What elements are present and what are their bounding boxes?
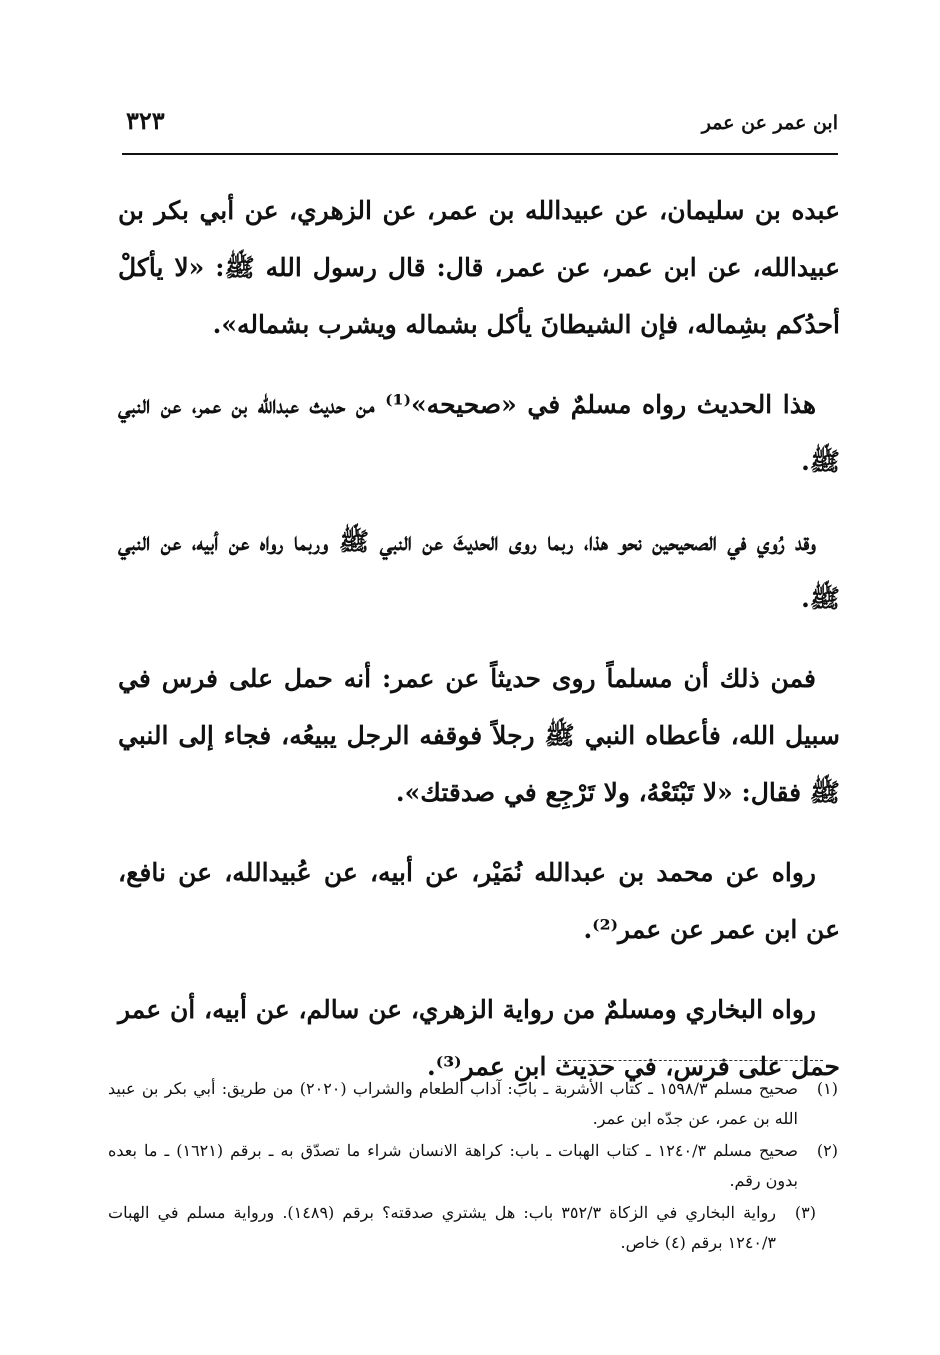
page-number: ٣٢٣ [126,106,165,135]
paragraph-muslim-source: هذا الحديث رواه مسلمٌ في «صحيحه»⁽¹⁾ من حديث عبدالله بن عمر، عن النبي ﷺ. [118,390,840,476]
paragraph-horse-hadith: فمن ذلك أن مسلماً روى حديثاً عن عمر: أنه حمل على فرس في سبيل الله، فأعطاه النبي ﷺ رجلاً فوقفه الرجل يبيعُه، فجاء إلى النبي ﷺ فقال: «لا تَبْتَعْهُ، ولا تَرْجِع في صدقتك». [118,664,840,807]
footnote-text: صحيح مسلم ١٢٤٠/٣ ـ كتاب الهبات ـ باب: كراهة الانسان شراء ما تصدّق به ـ برقم (١٦٢١) ـ ما بعده بدون رقم. [108,1141,799,1190]
footnote-text: صحيح مسلم ١٥٩٨/٣ ـ كتاب الأشربة ـ باب: آداب الطعام والشراب (٢٠٢٠) من طريق: أبي بكر بن عبيد الله بن عمر، عن جدّه ابن عمر. [108,1079,798,1128]
footnote-1 [108,1074,838,1134]
footnote-number: (٢) [816,1141,838,1160]
paragraph-bukhari-muslim: رواه البخاري ومسلمٌ من رواية الزهري، عن سالم، عن أبيه، أن عمر حمل على فرس، في حديث ابنِ عمر⁽³⁾. [118,995,840,1081]
body-text [118,182,840,1118]
header-divider [122,153,838,155]
footnotes [108,1074,838,1260]
paragraph-hadith: عبده بن سليمان، عن عبيدالله بن عمر، عن الزهري، عن أبي بكر بن عبيدالله، عن ابن عمر، عن عمر، قال: قال رسول الله ﷺ: «لا يأكلْ أحدُكم بشِماله، فإن الشيطانَ يأكل بشماله ويشرب بشماله». [118,196,840,339]
page-header [122,104,838,144]
paragraph-sahihayn: وقد رُوي في الصحيحين نحو هذا، ربما روى الحديثَ عن النبي ﷺ وربما رواه عن أبيه، عن النبي ﷺ. [118,527,840,613]
footnote-divider [558,1060,823,1061]
footnote-2 [108,1136,838,1196]
footnote-3 [108,1198,816,1258]
footnote-text: رواية البخاري في الزكاة ٣٥٢/٣ باب: هل يشتري صدقته؟ برقم (١٤٨٩). ورواية مسلم في الهبات ١٢٤٠/٣ برقم (٤) خاص. [108,1203,777,1252]
footnote-number: (١) [816,1079,838,1098]
footnote-number: (٣) [794,1203,816,1222]
paragraph-numayr-chain: رواه عن محمد بن عبدالله نُمَيْر، عن أبيه، عن عُبيدالله، عن نافع، عن ابن عمر عن عمر⁽²⁾. [118,858,840,944]
running-title: ابن عمر عن عمر [701,112,838,134]
